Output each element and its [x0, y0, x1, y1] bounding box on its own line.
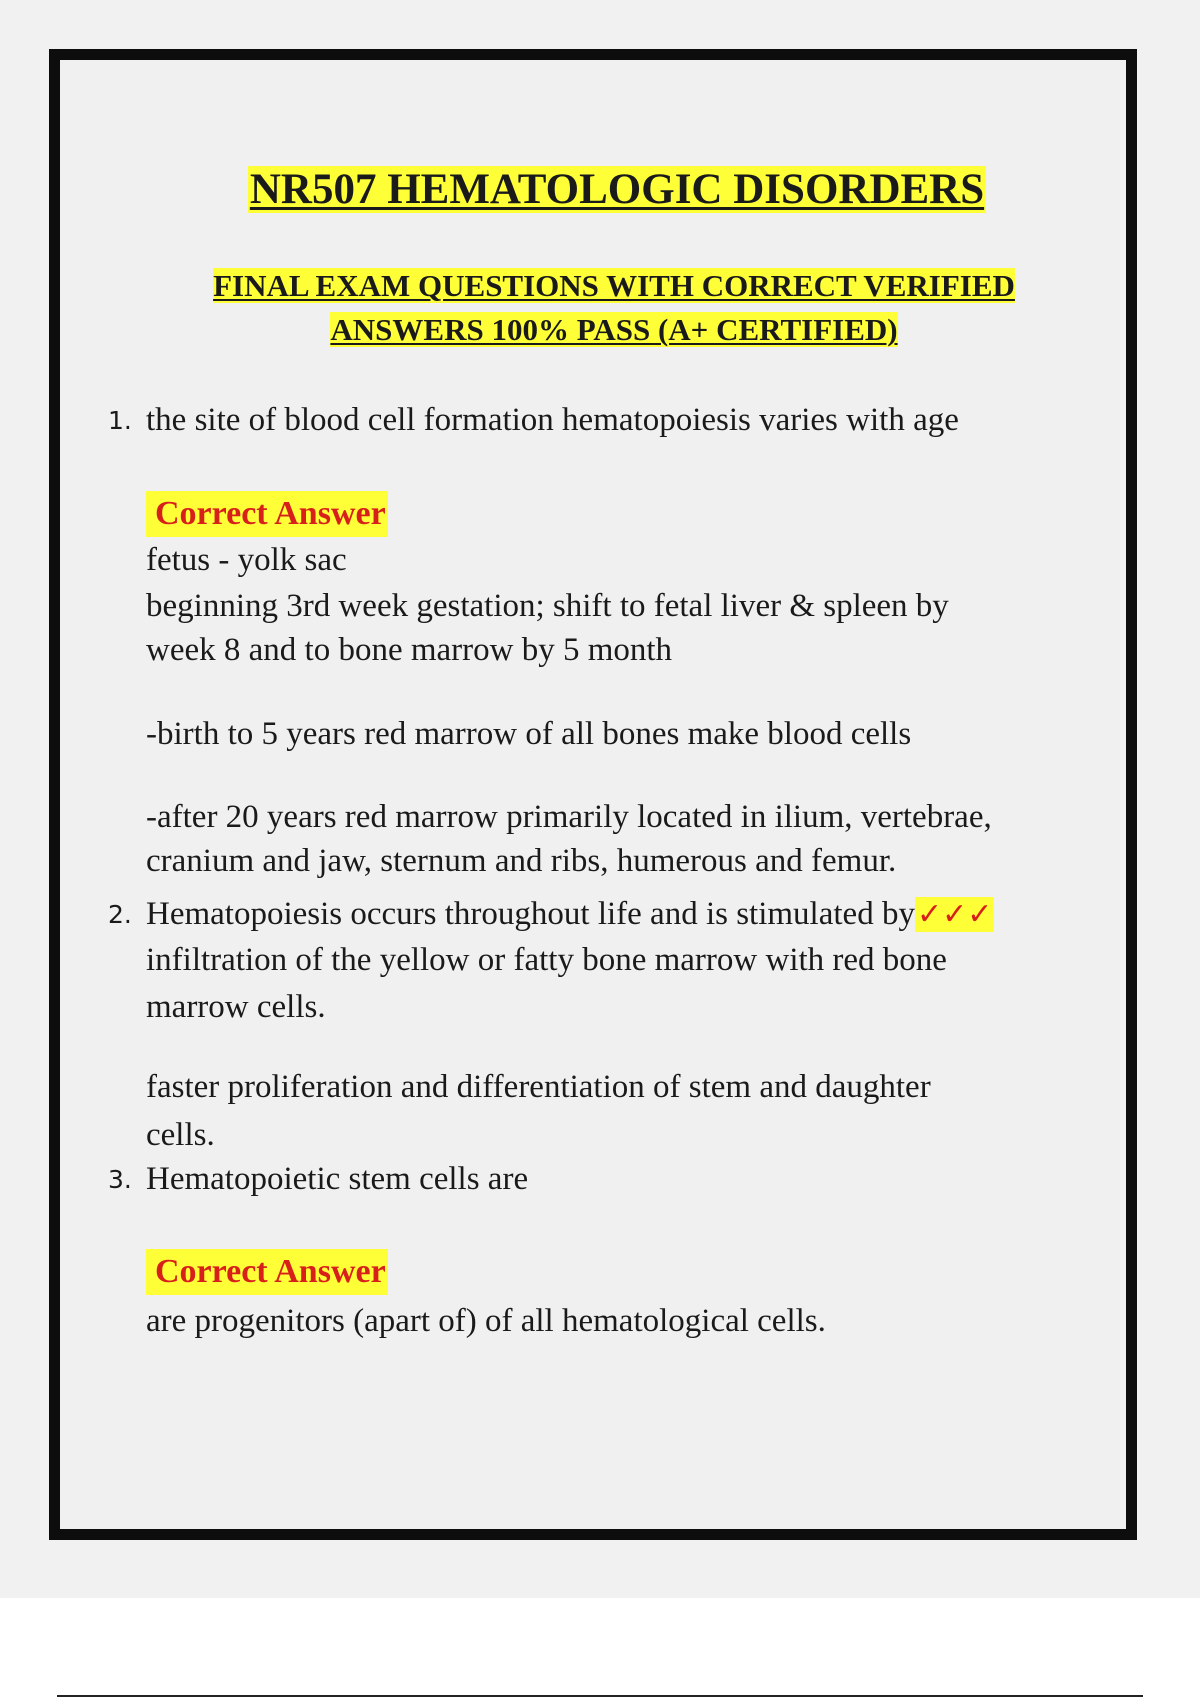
document-subtitle: [140, 264, 1088, 352]
subtitle-line-2: ANSWERS 100% PASS (A+ CERTIFIED): [330, 312, 898, 347]
question-2-answer-line: marrow cells.: [146, 989, 326, 1025]
question-3-answer-line: are progenitors (apart of) of all hematological cells.: [146, 1303, 826, 1339]
document-title: [0, 165, 1200, 215]
question-3-text: Hematopoietic stem cells are: [146, 1161, 529, 1197]
question-2-answer-line: cells.: [146, 1117, 215, 1153]
question-2-number: 2.: [108, 900, 132, 929]
question-1-answer-line: fetus - yolk sac: [146, 542, 347, 578]
footer-divider: [57, 1695, 1143, 1697]
question-1-answer-line: -birth to 5 years red marrow of all bones make blood cells: [146, 716, 912, 752]
question-2-answer-line: faster proliferation and differentiation of stem and daughter: [146, 1069, 931, 1105]
check-marks-icon: ✓✓✓: [916, 897, 993, 932]
question-1-text: the site of blood cell formation hematopoiesis varies with age: [146, 402, 959, 438]
question-2-question: Hematopoiesis occurs throughout life and is stimulated by: [146, 896, 915, 932]
document-title-text: NR507 HEMATOLOGIC DISORDERS: [249, 166, 985, 213]
question-1-answer-line: week 8 and to bone marrow by 5 month: [146, 632, 673, 668]
question-1-answer-line: beginning 3rd week gestation; shift to fetal liver & spleen by: [146, 588, 949, 624]
question-3-correct-answer-label: Correct Answer: [146, 1249, 388, 1295]
subtitle-line-1: FINAL EXAM QUESTIONS WITH CORRECT VERIFIED: [213, 268, 1015, 303]
question-1-number: 1.: [108, 406, 132, 435]
question-2-answer-line: infiltration of the yellow or fatty bone marrow with red bone: [146, 942, 947, 978]
question-1-correct-answer-label: Correct Answer: [146, 491, 388, 537]
question-1-answer-line: -after 20 years red marrow primarily located in ilium, vertebrae,: [146, 799, 992, 835]
question-3-number: 3.: [108, 1165, 132, 1194]
question-2-text: [146, 891, 1106, 938]
question-1-answer-line: cranium and jaw, sternum and ribs, humerous and femur.: [146, 843, 897, 879]
